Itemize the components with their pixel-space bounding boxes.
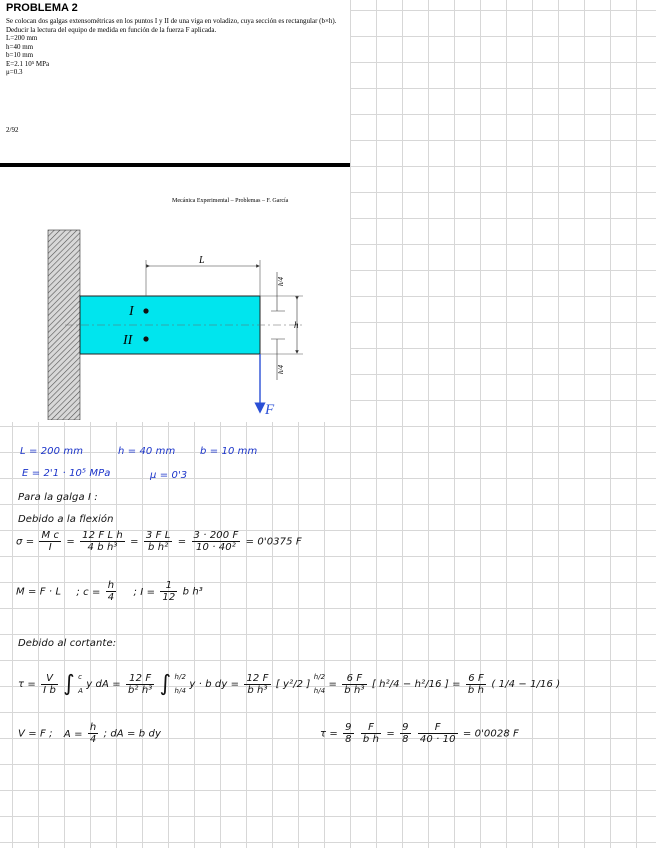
tau-value: = 0'0028 F bbox=[462, 728, 519, 740]
tau-result: τ = $\frac{9}{8}$ $\frac{F}{\text{b h}}$ = $\frac{9}{8}$ $\frac{F}{40 \cdot 10}$ = 0'0028 F bbox=[320, 722, 519, 745]
page-number: 2/92 bbox=[6, 126, 19, 134]
sigma-equation: σ = $\frac{\text{M c}}{I}$ = $\frac{\text{12 F L h}}{\text{4 b h³}}$ = $\frac{\text{3 F L}}{\text{b h²}}$ = $\frac{3 \cdot 200 F}{\text{10 · 40²}}$ = 0'0375 F bbox=[16, 530, 302, 553]
statement-line-2: Deducir la lectura del equipo de medida en función de la fuerza F aplicada. bbox=[6, 25, 217, 34]
shear-definitions: V = F ; A = $\frac{h}{4}$ ; dA = b dy bbox=[18, 722, 161, 745]
note-length: L = 200 mm bbox=[20, 446, 84, 457]
statement-line-1: Se colocan dos galgas extensométricas en los puntos I y II de una viga en voladizo, cuya sección es rectangular (b×h). bbox=[6, 17, 337, 25]
frac-12flh: $\frac{\text{12 F L h}}{\text{4 b h³}}$ bbox=[82, 530, 123, 553]
gauge-point-i bbox=[143, 308, 148, 313]
label-h4-top: h/4 bbox=[277, 277, 285, 286]
frac-mc-over-i: $\frac{\text{M c}}{I}$ bbox=[41, 530, 60, 553]
data-height: h=40 mm bbox=[6, 42, 34, 51]
cantilever-beam-figure bbox=[45, 222, 345, 420]
label-point-ii: II bbox=[123, 333, 133, 348]
label-length: L bbox=[199, 255, 205, 266]
data-width: b=10 mm bbox=[6, 51, 34, 59]
problem-statement bbox=[6, 17, 346, 77]
label-point-i: I bbox=[129, 304, 134, 319]
bending-heading: Debido a la flexión bbox=[18, 514, 114, 525]
note-poisson: μ = 0'3 bbox=[150, 470, 188, 481]
integral-sign-2: ∫ bbox=[159, 671, 172, 697]
data-poisson: μ=0.3 bbox=[6, 68, 23, 76]
footer-credit: Mecánica Experimental – Problemas – F. García bbox=[172, 198, 289, 204]
frac-3fl: $\frac{\text{3 F L}}{\text{b h²}}$ bbox=[145, 530, 171, 553]
note-modulus: E = 2'1 · 10⁵ MPa bbox=[22, 468, 111, 479]
separator-bar bbox=[0, 163, 350, 167]
label-h4-bottom: h/4 bbox=[277, 365, 285, 374]
frac-numeric: $\frac{3 \cdot 200 F}{\text{10 · 40²}}$ bbox=[193, 530, 239, 553]
note-height: h = 40 mm bbox=[118, 446, 176, 457]
gauge-heading: Para la galga I : bbox=[18, 492, 98, 503]
data-modulus: E=2.1 10⁵ MPa bbox=[6, 59, 50, 68]
gauge-point-ii bbox=[143, 336, 148, 341]
sigma-result: = 0'0375 F bbox=[245, 536, 302, 548]
tau-equation: τ = $\frac{V}{\text{I b}}$ ∫ c A y dA = $\frac{12 F}{\text{b² h³}}$ ∫ h/2 h/4 y · b dy = $\frac{12 F}{\text{b h³}}$ [ y²/2 ] h/2 h/4 = $\frac{6 F}{\text{b h³}}$ [ h²/4 − h²/16 ] = $\frac{6 F}{\text{b h}}$ ( 1/4 − 1/16 ) bbox=[18, 671, 561, 697]
integral-sign-1: ∫ bbox=[63, 671, 75, 697]
label-height: h bbox=[294, 320, 299, 330]
problem-title: PROBLEMA 2 bbox=[6, 2, 78, 14]
data-length: L=200 mm bbox=[6, 34, 38, 42]
moment-definitions: M = F · L ; c = $\frac{h}{4}$ ; I = $\frac{1}{12}$ b h³ bbox=[16, 580, 203, 603]
wall-support bbox=[48, 230, 80, 420]
note-width: b = 10 mm bbox=[200, 446, 258, 457]
handwritten-notes bbox=[0, 430, 656, 848]
label-force: F bbox=[265, 402, 275, 418]
problem-sheet bbox=[0, 0, 350, 422]
shear-heading: Debido al cortante: bbox=[18, 638, 117, 649]
